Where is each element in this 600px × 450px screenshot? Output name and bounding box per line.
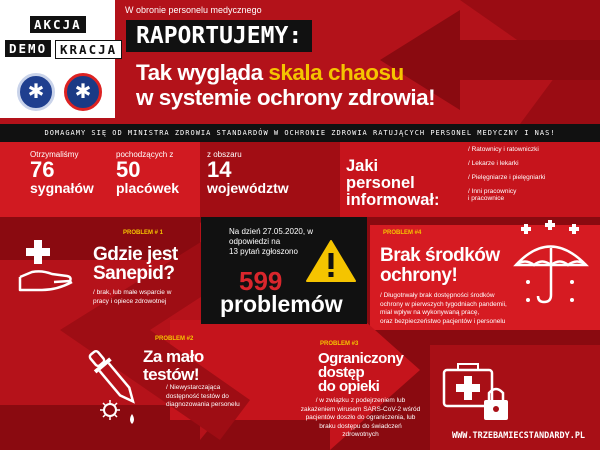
role-item: / Lekarze i lekarki [468, 160, 519, 167]
problem-2-desc [166, 384, 240, 410]
problem-title-line: Za mało [143, 347, 204, 366]
intro-line: 13 pytań zgłoszono [229, 247, 298, 256]
question-line: personel [346, 174, 415, 192]
problem-desc-line: braku dostępu do świadczeń [319, 422, 402, 430]
stat-number: 76 [30, 157, 55, 182]
logo-word-kracja: KRACJA [55, 40, 122, 59]
problem-desc-line: zakażeniem wirusem SARS-CoV-2 wśród [300, 405, 421, 413]
stat-label: z obszaru [207, 150, 242, 159]
stat-number: 14 [207, 157, 232, 182]
locked-medical-kit-icon [440, 360, 520, 425]
logo-word-akcja: AKCJA [30, 16, 86, 33]
headline-highlight: skala chaosu [268, 60, 404, 85]
intro-line: Na dzień 27.05.2020, w [229, 227, 314, 236]
role-item: / Inni pracownicy [468, 188, 517, 195]
problem-title-line: Gdzie jest [93, 244, 178, 265]
headline-part2: w systemie ochrony zdrowia! [136, 85, 436, 110]
problem-title-line: Sanepid? [93, 263, 175, 284]
problem-1-title [93, 245, 178, 283]
stat-unit: sygnałów [30, 180, 94, 196]
problem-3-tag: PROBLEM #3 [320, 341, 359, 347]
headline [136, 60, 526, 110]
stat-label: pochodzących z [116, 150, 174, 159]
problem-desc-line: / w związku z podejrzeniem lub [315, 397, 406, 404]
question-line: Jaki [346, 157, 379, 175]
problem-desc-line: dostępność testów do [166, 392, 229, 400]
stat-unit: województw [207, 180, 289, 196]
problem-1-tag: PROBLEM # 1 [123, 230, 164, 236]
header-subtitle: W obronie personelu medycznego [125, 5, 262, 15]
role-item: i pracownice [468, 195, 505, 202]
problem-desc-line: diagnozowania personelu [166, 401, 240, 408]
page-title: RAPORTUJEMY: [126, 20, 312, 52]
question-line: informował: [346, 191, 440, 209]
personnel-roles [468, 146, 593, 202]
personnel-question [346, 158, 440, 209]
logo-panel [0, 0, 118, 118]
role-item: / Ratownicy i ratowniczki [468, 146, 539, 153]
problem-desc-line: / Niewystarczająca [166, 384, 221, 391]
problem-desc-line: ochrony w pierwszych tygodniach pandemii, [380, 300, 507, 308]
problem-2-tag: PROBLEM #2 [155, 336, 194, 342]
problem-desc-line: / Długotrwały brak dostępności środków [380, 292, 495, 299]
demand-banner: DOMAGAMY SIĘ OD MINISTRA ZDROWIA STANDARDÓW W OCHRONIE ZDROWIA RATUJĄCYCH PERSONEL MEDYCZNY I NAS! [0, 124, 600, 142]
problem-1-desc [93, 289, 171, 306]
headline-part1: Tak wygląda [136, 60, 269, 85]
problems-total-box [201, 217, 367, 324]
problems-word: problemów [220, 291, 343, 317]
stat-number: 50 [116, 157, 141, 182]
problem-desc-line: / brak, lub małe wsparcie w [93, 289, 172, 296]
problem-title-line: dostęp [318, 364, 365, 381]
center-intro [229, 227, 313, 257]
problem-4-title [380, 246, 500, 286]
test-dropper-virus-icon [70, 340, 155, 430]
stat-unit: placówek [116, 180, 180, 196]
medical-emblem-right-icon: ✱ [64, 73, 102, 111]
logo-word-demo: DEMO [5, 40, 51, 57]
problem-title-line: do opieki [318, 378, 380, 395]
problem-desc-line: miał wpływ na wykonywaną pracę, [380, 309, 480, 316]
stat-signals [30, 150, 94, 195]
problem-desc-line: pracy i opiece zdrowotnej [93, 297, 167, 305]
problem-3-desc [283, 397, 438, 440]
hand-with-cross-icon [12, 232, 82, 297]
problem-title-line: testów! [143, 365, 199, 384]
stat-facilities [116, 150, 179, 195]
problems-count: 599 [239, 266, 283, 296]
problem-4-tag: PROBLEM #4 [383, 230, 422, 236]
warning-triangle-icon [305, 239, 357, 283]
stat-voivodeships [207, 150, 289, 195]
umbrella-virus-icon [510, 220, 595, 310]
problem-title-line: Brak środków [380, 245, 500, 266]
medical-emblem-left-icon: ✱ [17, 73, 55, 111]
problem-4-desc [380, 292, 507, 326]
problem-title-line: Ograniczony [318, 350, 404, 367]
role-item: / Pielęgniarze i pielęgniarki [468, 174, 546, 181]
problem-desc-line: zdrowotnych [342, 431, 379, 438]
problem-desc-line: pacjentów doszło do ograniczenia, lub [305, 414, 416, 421]
stat-label: Otrzymaliśmy [30, 150, 79, 159]
problem-title-line: ochrony! [380, 265, 458, 286]
intro-line: odpowiedzi na [229, 237, 281, 246]
problem-3-title [318, 352, 403, 394]
problem-desc-line: oraz bezpieczeństwo pacjentów i personelu [380, 317, 506, 325]
footer-url[interactable]: WWW.TRZEBAMIECSTANDARDY.PL [452, 431, 586, 441]
